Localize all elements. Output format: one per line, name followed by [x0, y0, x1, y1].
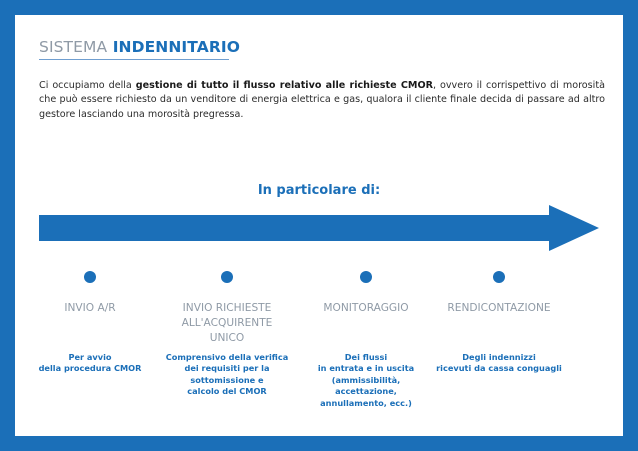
intro-text-bold: gestione di tutto il flusso relativo alle richieste CMOR	[135, 80, 433, 91]
step-invio-richieste	[161, 271, 293, 398]
step-desc-line: calcolo del CMOR	[187, 386, 267, 397]
step-rendicontazione	[433, 271, 565, 375]
timeline-dot	[221, 271, 233, 283]
step-title-line: ALL'ACQUIRENTE	[181, 317, 273, 329]
step-desc-line: Dei flussi	[344, 352, 388, 362]
step-desc-line: della procedura CMOR	[38, 363, 142, 374]
step-desc-line: sottomissione e	[190, 374, 264, 385]
step-desc-line: (ammissibilità, accettazione,	[331, 374, 401, 397]
step-monitoraggio	[300, 271, 432, 409]
step-title-line: RENDICONTAZIONE	[447, 302, 551, 314]
timeline-arrow-shape	[39, 205, 599, 251]
step-desc-line: ricevuti da cassa conguagli	[436, 363, 562, 374]
step-title-line: MONITORAGGIO	[323, 302, 409, 314]
page-title	[39, 37, 240, 57]
step-desc-line: Per avvio	[68, 352, 112, 362]
timeline-dot	[360, 271, 372, 283]
step-description	[24, 352, 156, 375]
step-title	[161, 301, 293, 351]
step-invio-ar	[24, 271, 156, 375]
timeline-dot	[493, 271, 505, 283]
step-title-line: INVIO RICHIESTE	[182, 302, 272, 314]
step-description	[433, 352, 565, 375]
step-title	[24, 301, 156, 351]
section-subheading: In particolare di:	[257, 183, 381, 198]
step-desc-line: Comprensivo della verifica	[165, 352, 289, 362]
content-card	[15, 15, 623, 436]
step-title-line: UNICO	[209, 332, 245, 344]
timeline-arrow-icon	[39, 205, 599, 251]
step-desc-line: annullamento, ecc.)	[320, 397, 412, 408]
step-title-line: INVIO A/R	[64, 302, 116, 314]
title-part-2: INDENNITARIO	[112, 38, 241, 56]
intro-paragraph	[39, 79, 605, 122]
title-part-1: SISTEMA	[39, 38, 108, 56]
step-desc-line: Degli indennizzi	[462, 352, 536, 362]
step-description	[300, 352, 432, 409]
intro-text-end: , ovvero il corrispettivo di morosità che può essere richiesto da un venditore di energia elettrica e gas, qualora il cliente finale decida di passare ad altro gestore lasciando una morosità pregressa.	[39, 80, 605, 120]
step-desc-line: dei requisiti per la	[184, 363, 270, 374]
step-desc-line: in entrata e in uscita	[317, 363, 415, 374]
timeline-dot	[84, 271, 96, 283]
step-title	[433, 301, 565, 351]
title-underline	[39, 59, 229, 60]
intro-text-start: Ci occupiamo della	[39, 80, 136, 91]
step-title	[300, 301, 432, 351]
step-description	[161, 352, 293, 398]
